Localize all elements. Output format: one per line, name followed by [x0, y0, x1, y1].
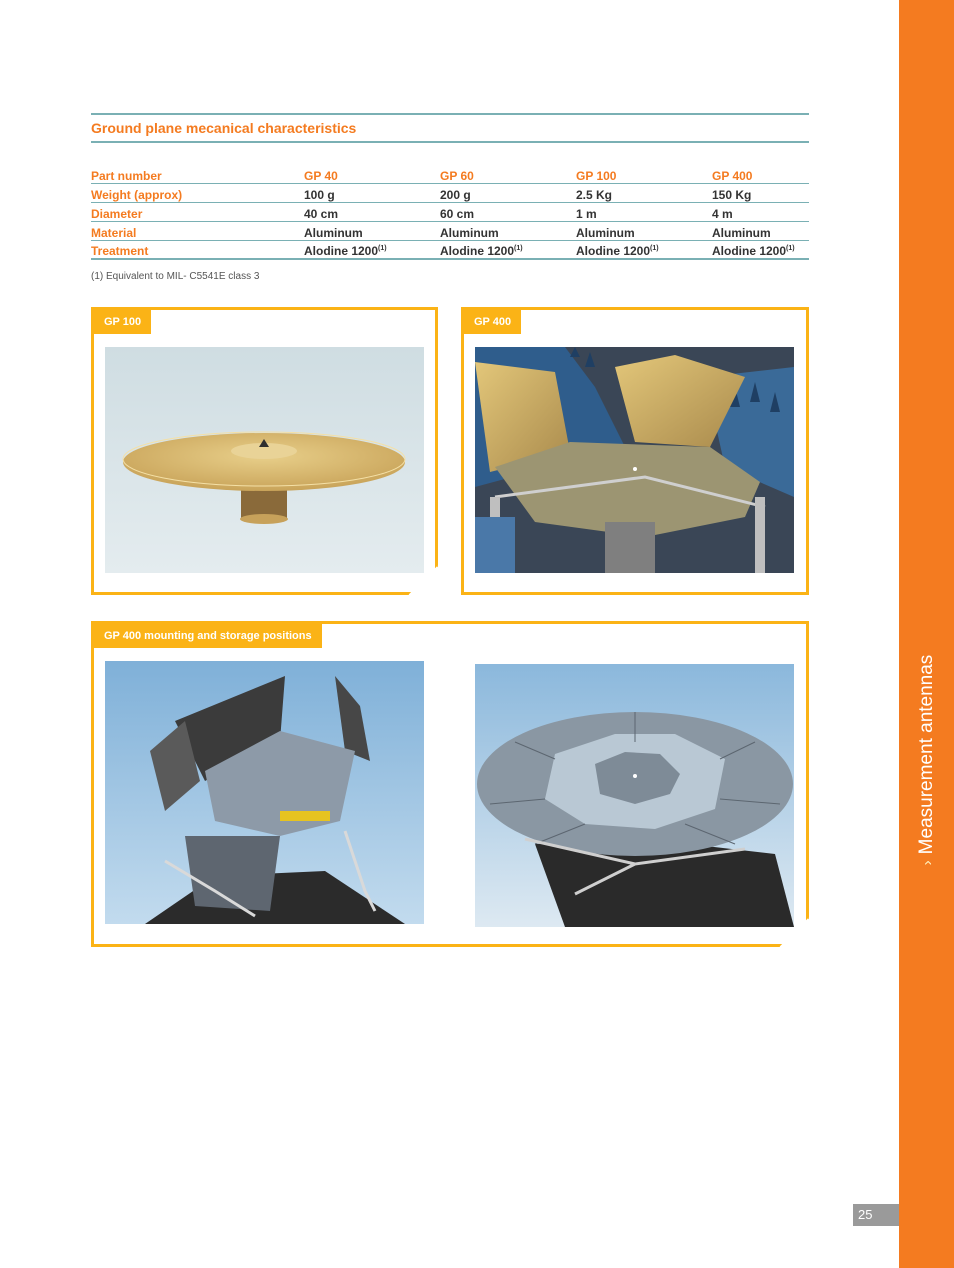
- side-section-title: [916, 655, 938, 866]
- cell: 40 cm: [304, 202, 440, 221]
- mounting-illustration-2: [475, 664, 794, 927]
- gp400-photo: [475, 347, 794, 573]
- figure-label: GP 100: [94, 310, 151, 334]
- cell: 1 m: [576, 202, 712, 221]
- cell: Aluminum: [712, 221, 809, 240]
- cell-text: Alodine 1200: [712, 244, 787, 258]
- table-header-row: [91, 164, 809, 183]
- gp100-illustration: [105, 347, 424, 573]
- page-number: 25: [853, 1204, 899, 1226]
- top-rule: [91, 113, 809, 115]
- cell: 200 g: [440, 183, 576, 202]
- cell: 100 g: [304, 183, 440, 202]
- cell-text: Alodine 1200: [440, 244, 515, 258]
- cell: 150 Kg: [712, 183, 809, 202]
- row-label: Diameter: [91, 202, 304, 221]
- figure-label: GP 400: [464, 310, 521, 334]
- gp100-photo: [105, 347, 424, 573]
- cell: 2.5 Kg: [576, 183, 712, 202]
- cell: Aluminum: [440, 221, 576, 240]
- mounting-render-1: [105, 661, 424, 924]
- chevron-right-icon: ›: [918, 860, 936, 866]
- footnote-ref: (1): [650, 245, 659, 252]
- mounting-render-2: [475, 664, 794, 927]
- cell: 4 m: [712, 202, 809, 221]
- header-col: GP 40: [304, 168, 338, 183]
- header-col: GP 400: [712, 168, 753, 183]
- gp400-illustration: [475, 347, 794, 573]
- cell-text: Alodine 1200: [304, 244, 379, 258]
- footnote-ref: (1): [514, 245, 523, 252]
- footnote: (1) Equivalent to MIL- C5541E class 3: [91, 271, 260, 282]
- header-col: GP 100: [576, 168, 617, 183]
- section-title: Ground plane mecanical characteristics: [91, 120, 357, 136]
- specs-table: [91, 164, 809, 260]
- cell: Aluminum: [576, 221, 712, 240]
- side-title-text: Measurement antennas: [916, 654, 937, 855]
- table-row: [91, 240, 809, 259]
- mounting-illustration-1: [105, 661, 424, 924]
- side-band: [899, 0, 954, 1268]
- footnote-ref: (1): [786, 245, 795, 252]
- cell: [440, 240, 576, 259]
- row-label: Treatment: [91, 240, 304, 259]
- title-rule: [91, 141, 809, 143]
- footnote-ref: (1): [378, 245, 387, 252]
- table-row: [91, 183, 809, 202]
- header-col: GP 60: [440, 168, 474, 183]
- row-label: Weight (approx): [91, 183, 304, 202]
- figure-label: GP 400 mounting and storage positions: [94, 624, 322, 648]
- cell: 60 cm: [440, 202, 576, 221]
- row-label: Material: [91, 221, 304, 240]
- cell: [304, 240, 440, 259]
- table-row: [91, 202, 809, 221]
- cell-text: Alodine 1200: [576, 244, 651, 258]
- cell: [712, 240, 809, 259]
- header-label: Part number: [91, 168, 162, 183]
- cell: Aluminum: [304, 221, 440, 240]
- cell: [576, 240, 712, 259]
- table-row: [91, 221, 809, 240]
